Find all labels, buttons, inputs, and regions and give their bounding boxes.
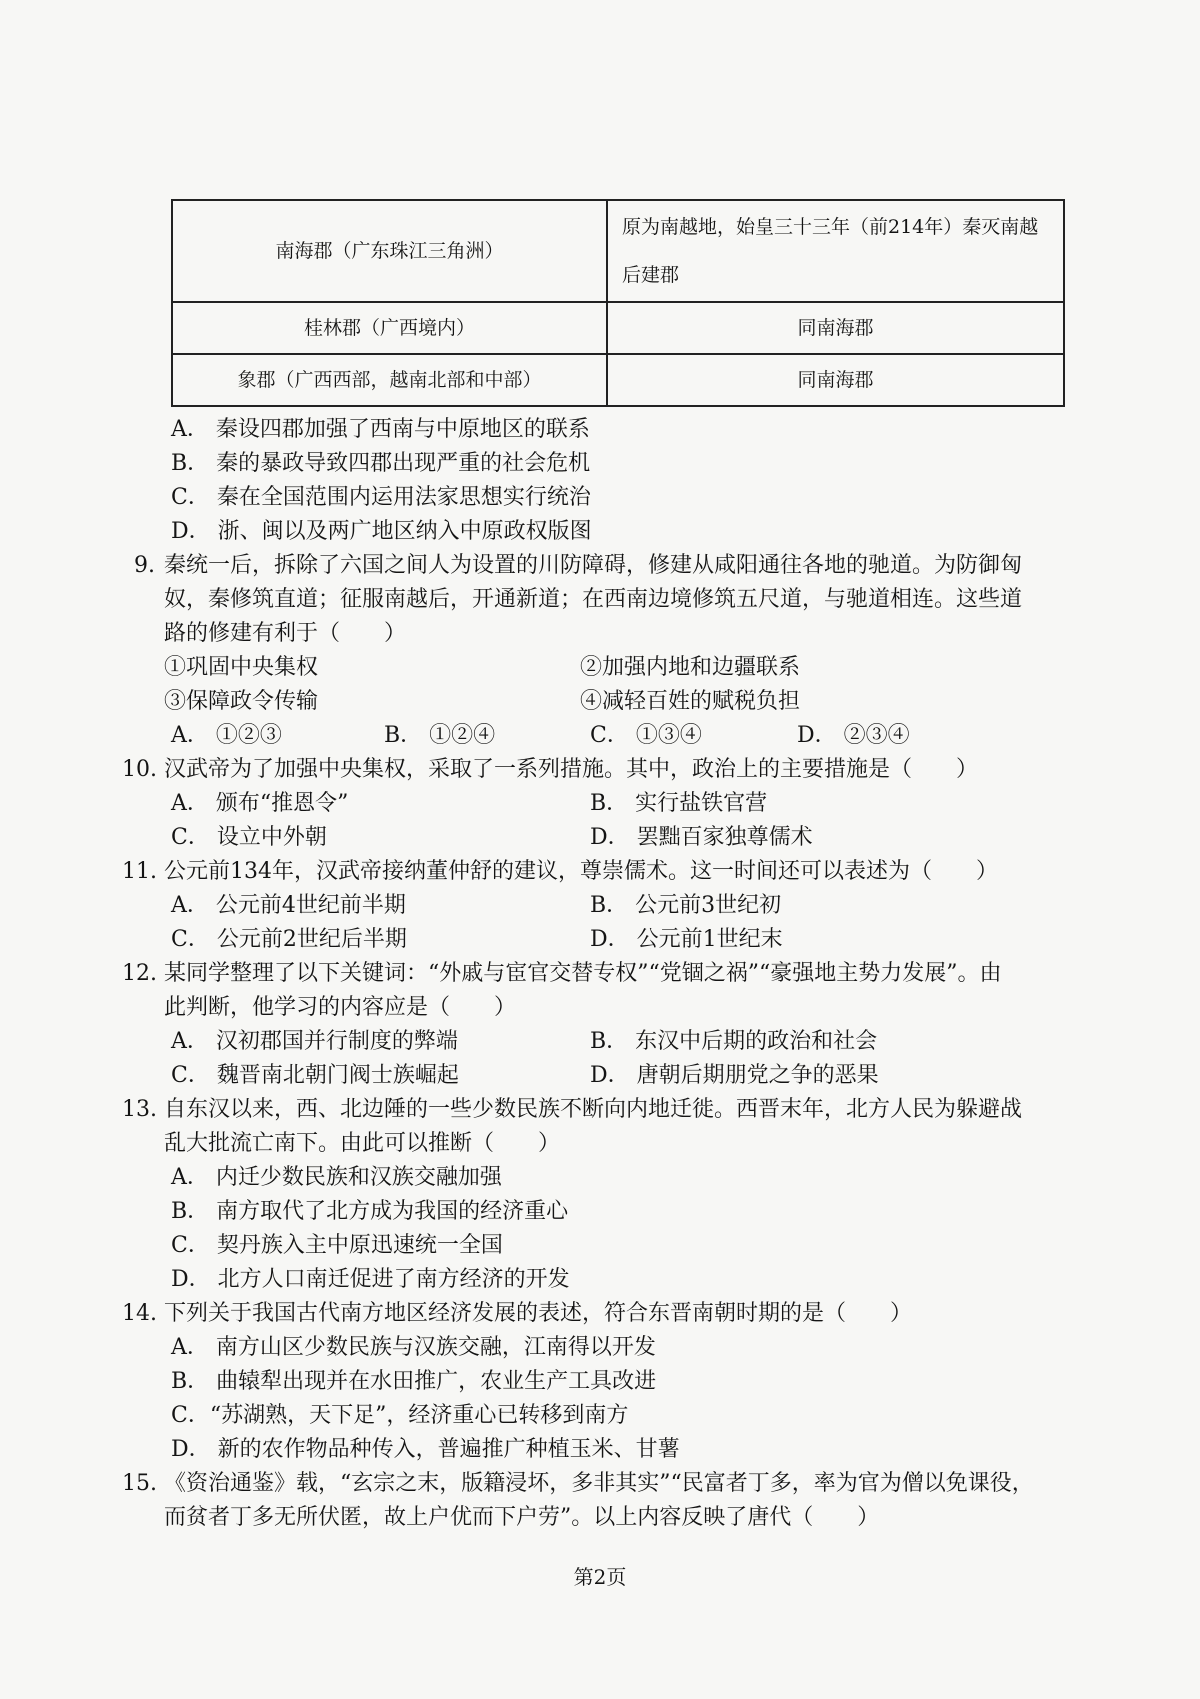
- q10-option-b: B． 实行盐铁官营: [590, 791, 768, 816]
- q12-option-c: C． 魏晋南北朝门阀士族崛起: [171, 1063, 459, 1088]
- q10-stem-line: 汉武帝为了加强中央集权，采取了一系列措施。其中，政治上的主要措施是（ ）: [164, 757, 979, 782]
- table-cell: 桂林郡（广西境内）: [172, 302, 607, 354]
- q15-number: 15.: [122, 1471, 157, 1496]
- q9-option-a: A． ①②③: [171, 723, 282, 748]
- q10-option-d: D． 罢黜百家独尊儒术: [590, 825, 813, 850]
- q11-option-a: A． 公元前4世纪前半期: [171, 893, 406, 918]
- q9-item-3: ③保障政令传输: [164, 689, 319, 714]
- q9-stem-line: 路的修建有利于（ ）: [164, 621, 407, 646]
- q11-option-b: B． 公元前3世纪初: [590, 893, 782, 918]
- q14-option-d: D． 新的农作物品种传入，普遍推广种植玉米、甘薯: [171, 1437, 680, 1462]
- q9-item-2: ②加强内地和边疆联系: [580, 655, 801, 680]
- q11-stem-line: 公元前134年，汉武帝接纳董仲舒的建议，尊崇儒术。这一时间还可以表述为（ ）: [164, 859, 998, 884]
- q12-option-b: B． 东汉中后期的政治和社会: [590, 1029, 878, 1054]
- q13-option-d: D． 北方人口南迁促进了南方经济的开发: [171, 1267, 570, 1292]
- q9-item-1: ①巩固中央集权: [164, 655, 319, 680]
- table-cell: 同南海郡: [607, 302, 1064, 354]
- q12-number: 12.: [122, 961, 157, 986]
- table-cell: 原为南越地，始皇三十三年（前214年）秦灭南越后建郡: [607, 200, 1064, 302]
- q11-option-d: D． 公元前1世纪末: [590, 927, 783, 952]
- table-cell: 同南海郡: [607, 354, 1064, 406]
- q10-number: 10.: [122, 757, 157, 782]
- q12-option-a: A． 汉初郡国并行制度的弊端: [171, 1029, 458, 1054]
- q9-stem-line: 奴，秦修筑直道；征服南越后，开通新道；在西南边境修筑五尺道，与驰道相连。这些道: [164, 587, 1023, 612]
- q13-number: 13.: [122, 1097, 157, 1122]
- q8-option-d: D． 浙、闽以及两广地区纳入中原政权版图: [171, 519, 592, 544]
- q11-option-c: C． 公元前2世纪后半期: [171, 927, 407, 952]
- q8-option-b: B． 秦的暴政导致四郡出现严重的社会危机: [171, 451, 591, 476]
- q13-stem-line: 自东汉以来，西、北边陲的一些少数民族不断向内地迁徙。西晋末年，北方人民为躲避战: [164, 1097, 1023, 1122]
- q14-stem-line: 下列关于我国古代南方地区经济发展的表述，符合东晋南朝时期的是（ ）: [164, 1301, 913, 1326]
- q14-option-c: C．“苏湖熟，天下足”，经济重心已转移到南方: [171, 1403, 629, 1428]
- q13-option-c: C． 契丹族入主中原迅速统一全国: [171, 1233, 503, 1258]
- q14-option-b: B． 曲辕犁出现并在水田推广，农业生产工具改进: [171, 1369, 657, 1394]
- table-row: [172, 302, 1064, 354]
- table-cell: 象郡（广西西部，越南北部和中部）: [172, 354, 607, 406]
- q13-option-a: A． 内迁少数民族和汉族交融加强: [171, 1165, 502, 1190]
- table-row: [172, 200, 1064, 302]
- county-table: [171, 199, 1065, 407]
- q9-stem-line: 秦统一后，拆除了六国之间人为设置的川防障碍，修建从咸阳通往各地的驰道。为防御匈: [164, 553, 1023, 578]
- q9-option-b: B． ①②④: [384, 723, 496, 748]
- q12-option-d: D． 唐朝后期朋党之争的恶果: [590, 1063, 879, 1088]
- q15-stem-line: 而贫者丁多无所伏匿，故上户优而下户劳”。以上内容反映了唐代（ ）: [164, 1505, 880, 1530]
- table-row: [172, 354, 1064, 406]
- q9-number: 9.: [134, 553, 155, 578]
- q12-stem-line: 此判断，他学习的内容应是（ ）: [164, 995, 517, 1020]
- q9-option-c: C． ①③④: [590, 723, 702, 748]
- q14-number: 14.: [122, 1301, 157, 1326]
- q14-option-a: A． 南方山区少数民族与汉族交融，江南得以开发: [171, 1335, 656, 1360]
- q8-option-a: A． 秦设四郡加强了西南与中原地区的联系: [171, 417, 590, 442]
- q9-option-d: D． ②③④: [797, 723, 910, 748]
- q11-number: 11.: [122, 859, 157, 884]
- q13-stem-line: 乱大批流亡南下。由此可以推断（ ）: [164, 1131, 561, 1156]
- q10-option-c: C． 设立中外朝: [171, 825, 327, 850]
- q8-option-c: C． 秦在全国范围内运用法家思想实行统治: [171, 485, 591, 510]
- page-number: 第2页: [573, 1565, 627, 1589]
- q15-stem-line: 《资治通鉴》载，“玄宗之末，版籍浸坏，多非其实”“民富者丁多，率为官为僧以免课役，: [164, 1471, 1034, 1496]
- q9-item-4: ④减轻百姓的赋税负担: [580, 689, 801, 714]
- q12-stem-line: 某同学整理了以下关键词：“外戚与宦官交替专权”“党锢之祸”“豪强地主势力发展”。由: [164, 961, 1002, 986]
- q13-option-b: B． 南方取代了北方成为我国的经济重心: [171, 1199, 569, 1224]
- q10-option-a: A． 颁布“推恩令”: [171, 791, 349, 816]
- table-cell: 南海郡（广东珠江三角洲）: [172, 200, 607, 302]
